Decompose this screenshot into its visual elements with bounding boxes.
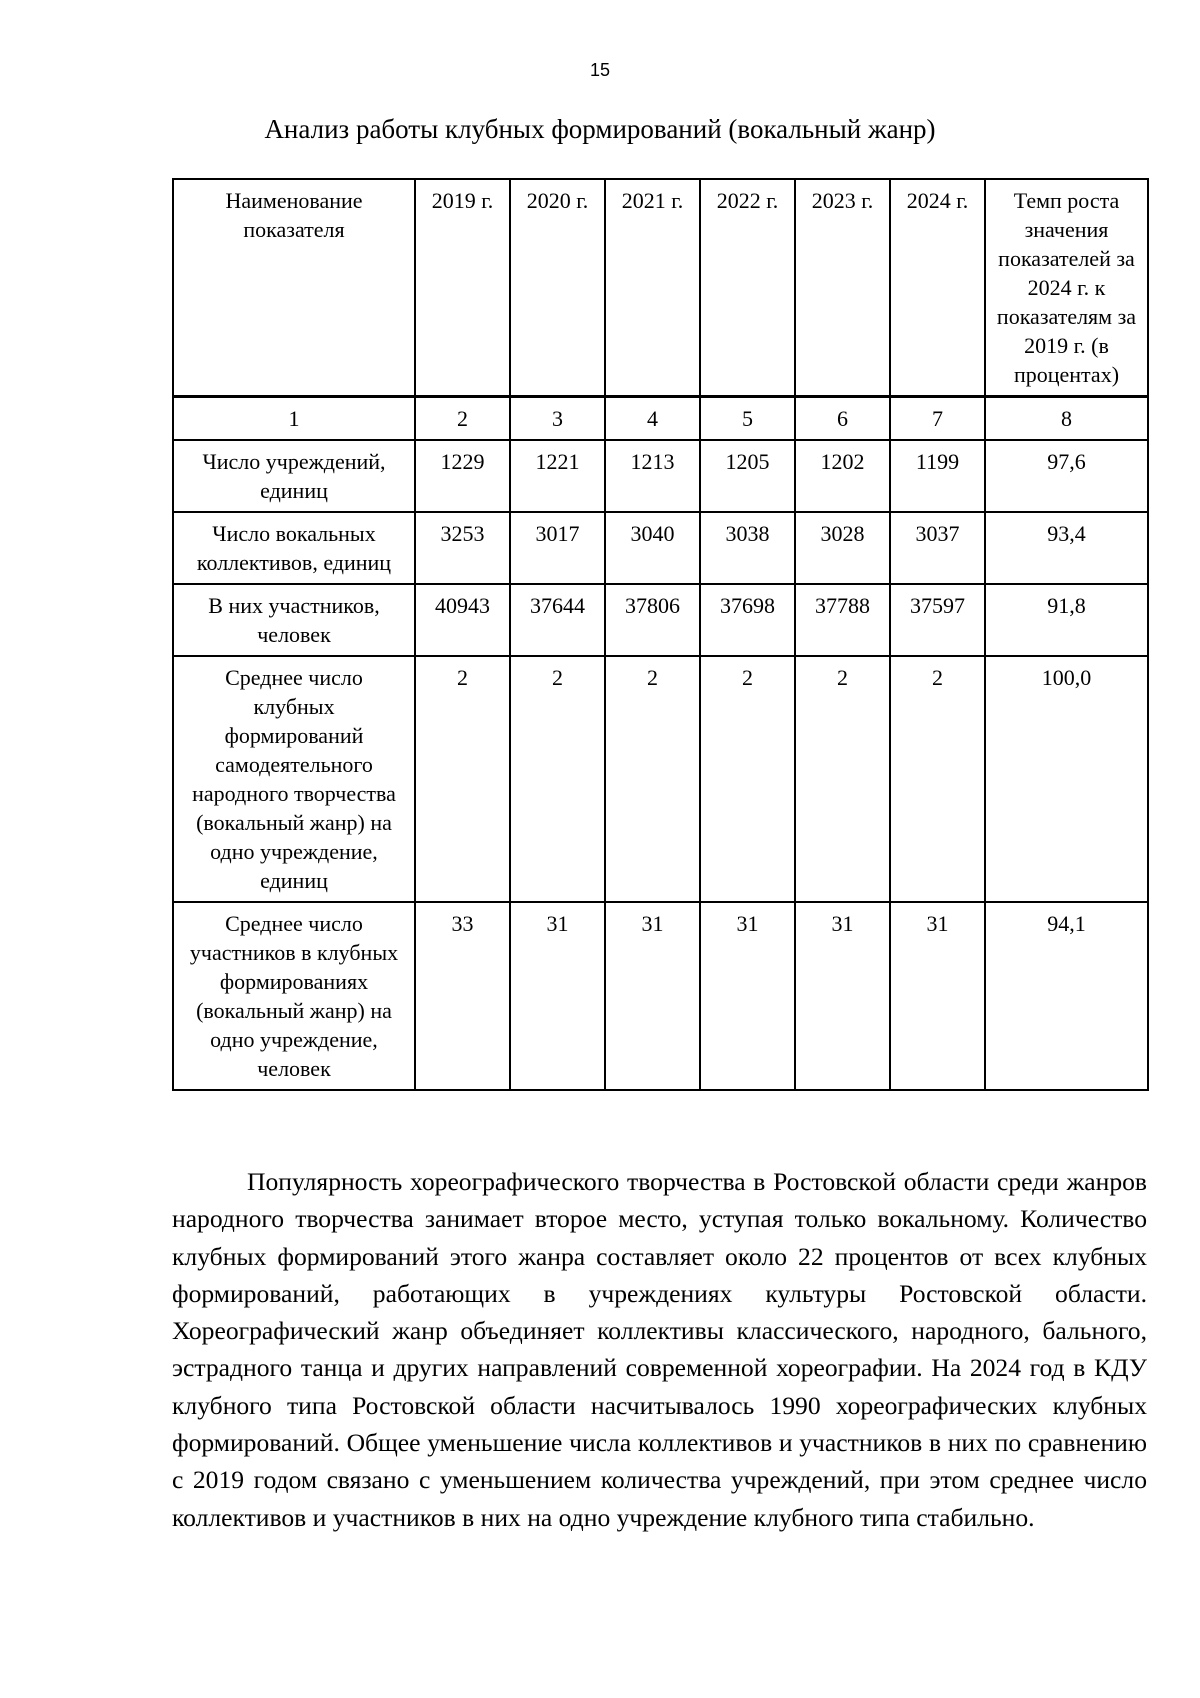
table-cell: 2 [415,656,510,902]
page-number: 15 [589,60,611,80]
table-cell: 91,8 [985,584,1148,656]
table-cell: 33 [415,902,510,1090]
table-cell: 2 [700,656,795,902]
table-title: Анализ работы клубных формирований (вокальный жанр) [264,114,936,144]
table-cell: 31 [510,902,605,1090]
row-label: Среднее число клубных формирований самодеятельного народного творчества (вокальный жанр) на одно учреждение, единиц [173,656,415,902]
data-table [172,178,1149,1091]
header-cell-2020: 2020 г. [510,179,605,397]
table-cell: 37597 [890,584,985,656]
table-cell: 100,0 [985,656,1148,902]
header-cell-2019: 2019 г. [415,179,510,397]
table-cell: 3040 [605,512,700,584]
column-number: 8 [985,397,1148,441]
table-cell: 3037 [890,512,985,584]
table-cell: 3038 [700,512,795,584]
header-cell-2022: 2022 г. [700,179,795,397]
header-cell-growth-rate: Темп роста значения показателей за 2024 г. к показателям за 2019 г. (в процентах) [985,179,1148,397]
table-cell: 1229 [415,440,510,512]
column-number: 5 [700,397,795,441]
row-label: Среднее число участников в клубных формированиях (вокальный жанр) на одно учреждение, человек [173,902,415,1090]
table-cell: 2 [605,656,700,902]
table-cell: 37788 [795,584,890,656]
table-cell: 1221 [510,440,605,512]
table-row-avg-participants [173,902,1148,1090]
header-cell-indicator: Наименование показателя [173,179,415,397]
row-label: В них участников, человек [173,584,415,656]
column-number: 2 [415,397,510,441]
table-cell: 31 [605,902,700,1090]
table-cell: 3028 [795,512,890,584]
table-cell: 40943 [415,584,510,656]
table-cell: 1202 [795,440,890,512]
table-cell: 1205 [700,440,795,512]
table-cell: 1213 [605,440,700,512]
table-cell: 31 [795,902,890,1090]
column-number: 4 [605,397,700,441]
table-row-participants [173,584,1148,656]
column-number-row [173,397,1148,441]
table-row-institutions [173,440,1148,512]
column-number: 7 [890,397,985,441]
table-cell: 31 [890,902,985,1090]
table-cell: 3253 [415,512,510,584]
table-cell: 97,6 [985,440,1148,512]
table-cell: 37806 [605,584,700,656]
row-label: Число учреждений, единиц [173,440,415,512]
header-cell-2021: 2021 г. [605,179,700,397]
table-cell: 93,4 [985,512,1148,584]
table-cell: 1199 [890,440,985,512]
column-number: 1 [173,397,415,441]
table-cell: 2 [795,656,890,902]
table-row-vocal-groups [173,512,1148,584]
row-label: Число вокальных коллективов, единиц [173,512,415,584]
header-cell-2023: 2023 г. [795,179,890,397]
header-cell-2024: 2024 г. [890,179,985,397]
table-cell: 2 [890,656,985,902]
table-cell: 37644 [510,584,605,656]
table-cell: 31 [700,902,795,1090]
table-cell: 37698 [700,584,795,656]
column-number: 3 [510,397,605,441]
table-cell: 3017 [510,512,605,584]
header-row [173,179,1148,397]
table-cell: 94,1 [985,902,1148,1090]
body-paragraph: Популярность хореографического творчества в Ростовской области среди жанров народного творчества занимает второе место, уступая только вокальному. Количество клубных формирований этого жанра составляет около 22 процентов от всех клубных формирований, работающих в учреждениях культуры Ростовской области. Хореографический жанр объединяет коллективы классического, народного, бального, эстрадного танца и других направлений современной хореографии. На 2024 год в КДУ клубного типа Ростовской области насчитывалось 1990 хореографических клубных формирований. Общее уменьшение числа коллективов и участников в них по сравнению с 2019 годом связано с уменьшением количества учреждений, при этом среднее число коллективов и участников в них на одно учреждение клубного типа стабильно. [172,1167,1147,1532]
column-number: 6 [795,397,890,441]
table-row-avg-formations [173,656,1148,902]
table-cell: 2 [510,656,605,902]
